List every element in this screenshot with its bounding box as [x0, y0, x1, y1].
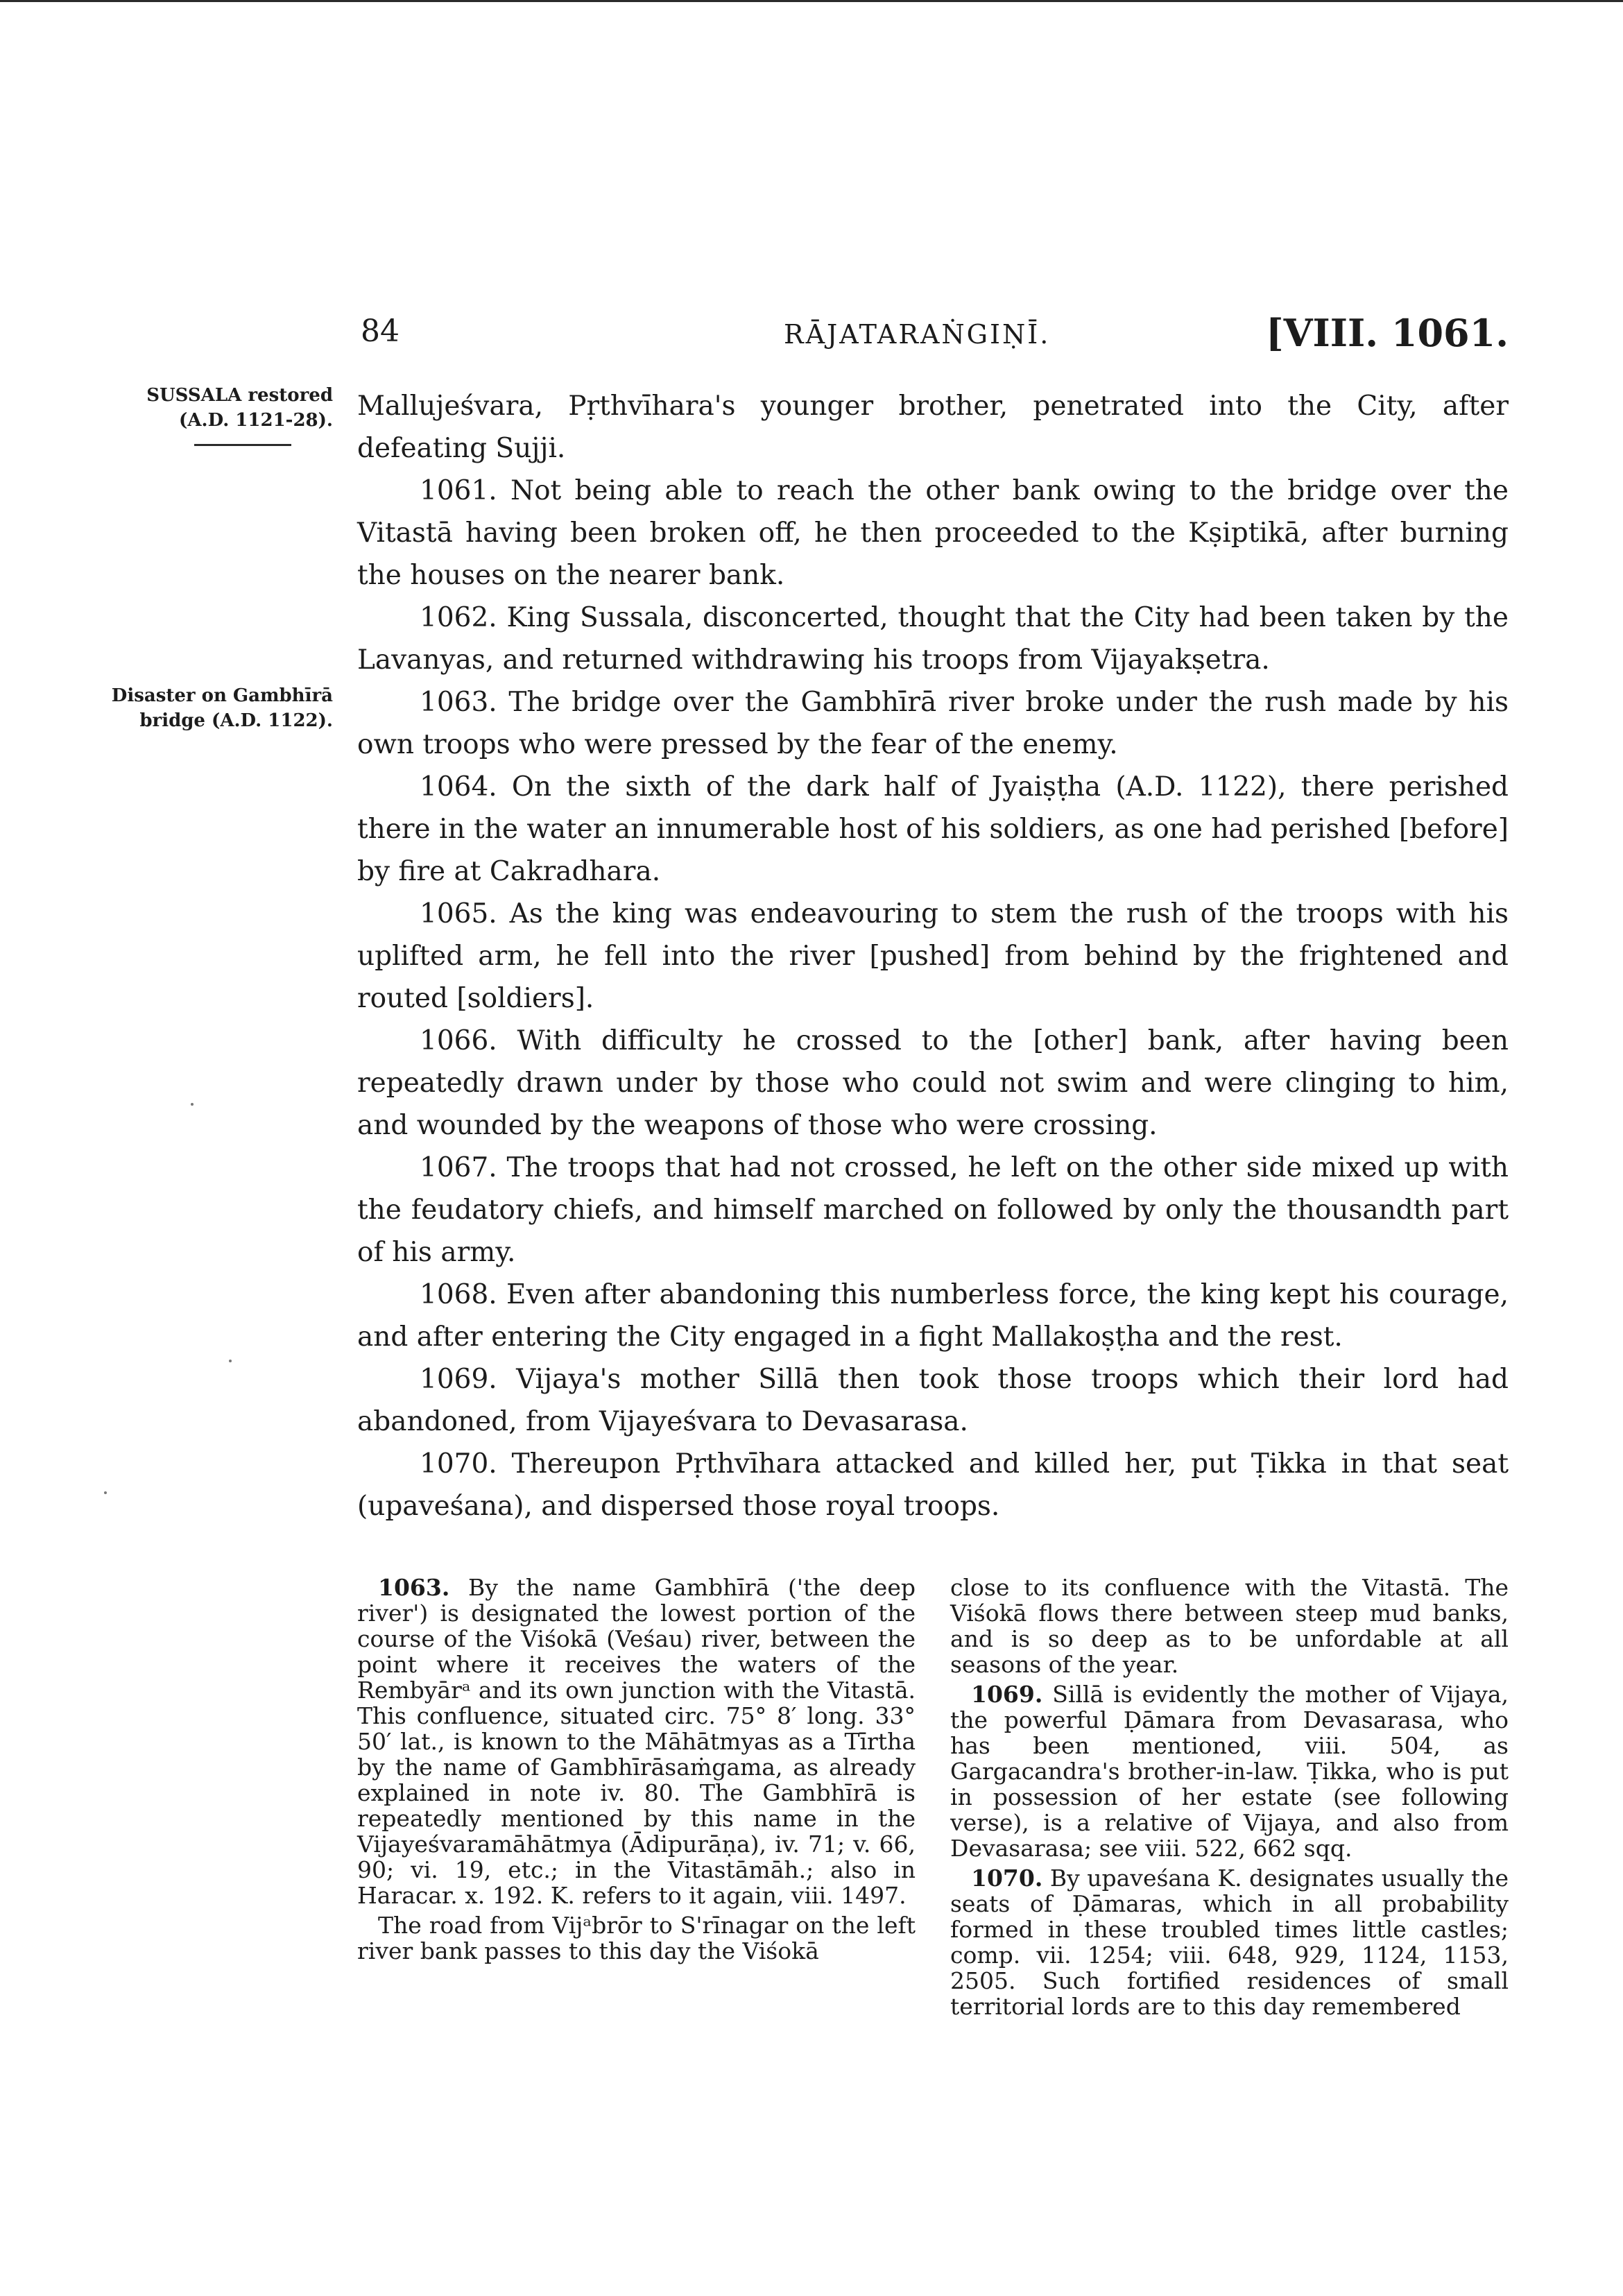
verse-1070: 1070. Thereupon Pṛthvīhara attacked and killed her, put Ṭikka in that seat (upaveśana), and dispersed those royal troops.: [357, 1448, 1509, 1522]
verse-1069: 1069. Vijaya's mother Sillā then took those troops which their lord had abandoned, from Vijayeśvara to Devasarasa.: [357, 1364, 1509, 1437]
verse-1062: 1062. King Sussala, disconcerted, thought that the City had been taken by the Lavanyas, and returned withdrawing his troops from Vijayakṣetra.: [357, 602, 1509, 676]
footnote-1069: [950, 1681, 1509, 1861]
footnote-text: Sillā is evidently the mother of Vijaya, the powerful Ḍāmara from Devasarasa, who has been mentioned, viii. 504, as Gargacandra's brother-in-law. Ṭikka, who is put in possession of her estate (see following verse), is a relative of Vijaya, and also from Devasarasa; see viii. 522, 662 sqq.: [950, 1681, 1509, 1862]
print-speck: [191, 1103, 194, 1106]
top-border-line: [0, 0, 1623, 2]
print-speck: [229, 1360, 232, 1362]
verse-1068: 1068. Even after abandoning this numberless force, the king kept his courage, and after entering the City engaged in a fight Mallakoṣṭha and the rest.: [357, 1279, 1509, 1353]
footnote-text: By upaveśana K. designates usually the seats of Ḍāmaras, which in all probability formed in these troubled times little castles; comp. vii. 1254; viii. 648, 929, 1124, 1153, 2505. Such fortified residences of small territorial lords are to this day remembered: [950, 1865, 1509, 2020]
margin-note-line: Disaster on Gambhīrā: [111, 685, 333, 706]
footnote-column-left: [357, 1575, 916, 2023]
section-reference: [VIII. 1061.: [1266, 311, 1509, 355]
footnote-1063-road: The road from Vijᵃbrōr to S'rīnagar on the left river bank passes to this day the Viśokā: [357, 1912, 916, 1964]
verse-1061: 1061. Not being able to reach the other bank owing to the bridge over the Vitastā having been broken off, he then proceeded to the Kṣiptikā, after burning the houses on the nearer bank.: [357, 475, 1509, 591]
margin-note-line: SUSSALA restored: [146, 385, 333, 406]
footnote-1063: [357, 1575, 916, 1908]
running-title: RĀJATARAṄGIṆĪ.: [784, 319, 1051, 350]
footnote-number: 1069.: [971, 1681, 1043, 1708]
verse-1066: 1066. With difficulty he crossed to the [other] bank, after having been repeatedly drawn under by those who could not swim and were clinging to him, and wounded by the weapons of those who were crossing.: [357, 1025, 1509, 1141]
main-text: [357, 385, 1509, 1527]
verse-continuation: Mallujeśvara, Pṛthvīhara's younger brother, penetrated into the City, after defeating Sujji.: [357, 391, 1509, 464]
footnote-1063-continued: close to its confluence with the Vitastā. The Viśokā flows there between steep mud banks, and is so deep as to be unfordable at all seasons of the year.: [950, 1574, 1509, 1678]
margin-note-line: (A.D. 1121-28).: [179, 410, 333, 431]
page-header: [361, 305, 1509, 368]
margin-note-sussala-restored: [90, 383, 333, 446]
verse-1065: 1065. As the king was endeavouring to stem the rush of the troops with his uplifted arm, he fell into the river [pushed] from behind by the frightened and routed [soldiers].: [357, 898, 1509, 1014]
footnotes: [357, 1575, 1509, 2023]
footnote-number: 1063.: [378, 1574, 450, 1601]
verse-1063: 1063. The bridge over the Gambhīrā river broke under the rush made by his own troops who were pressed by the fear of the enemy.: [357, 687, 1509, 760]
verse-1064: 1064. On the sixth of the dark half of Jyaiṣṭha (A.D. 1122), there perished there in the water an innumerable host of his soldiers, as one had perished [before] by fire at Cakradhara.: [357, 771, 1509, 887]
margin-note-line: bridge (A.D. 1122).: [139, 710, 333, 731]
margin-note-gambhira-disaster: [90, 683, 333, 733]
verse-1067: 1067. The troops that had not crossed, he left on the other side mixed up with the feudatory chiefs, and himself marched on followed by only the thousandth part of his army.: [357, 1152, 1509, 1268]
page-number: 84: [361, 314, 400, 349]
footnote-number: 1070.: [971, 1865, 1043, 1892]
footnote-column-right: [950, 1575, 1509, 2023]
footnote-1070: [950, 1865, 1509, 2019]
footnote-text: By the name Gambhīrā ('the deep river') is designated the lowest portion of the course of the Viśokā (Veśau) river, between the point where it receives the waters of the Rembyārᵃ and its own junction with the Vitastā. This confluence, situated circ. 75° 8′ long. 33° 50′ lat., is known to the Māhātmyas as a Tīrtha by the name of Gambhīrāsaṁgama, as already explained in note iv. 80. The Gambhīrā is repeatedly mentioned by this name in the Vijayeśvaramāhātmya (Ādipurāṇa), iv. 71; v. 66, 90; vi. 19, etc.; in the Vitastāmāh.; also in Haracar. x. 192. K. refers to it again, viii. 1497.: [357, 1574, 916, 1909]
print-speck: [104, 1491, 107, 1494]
margin-rule: [194, 444, 291, 446]
